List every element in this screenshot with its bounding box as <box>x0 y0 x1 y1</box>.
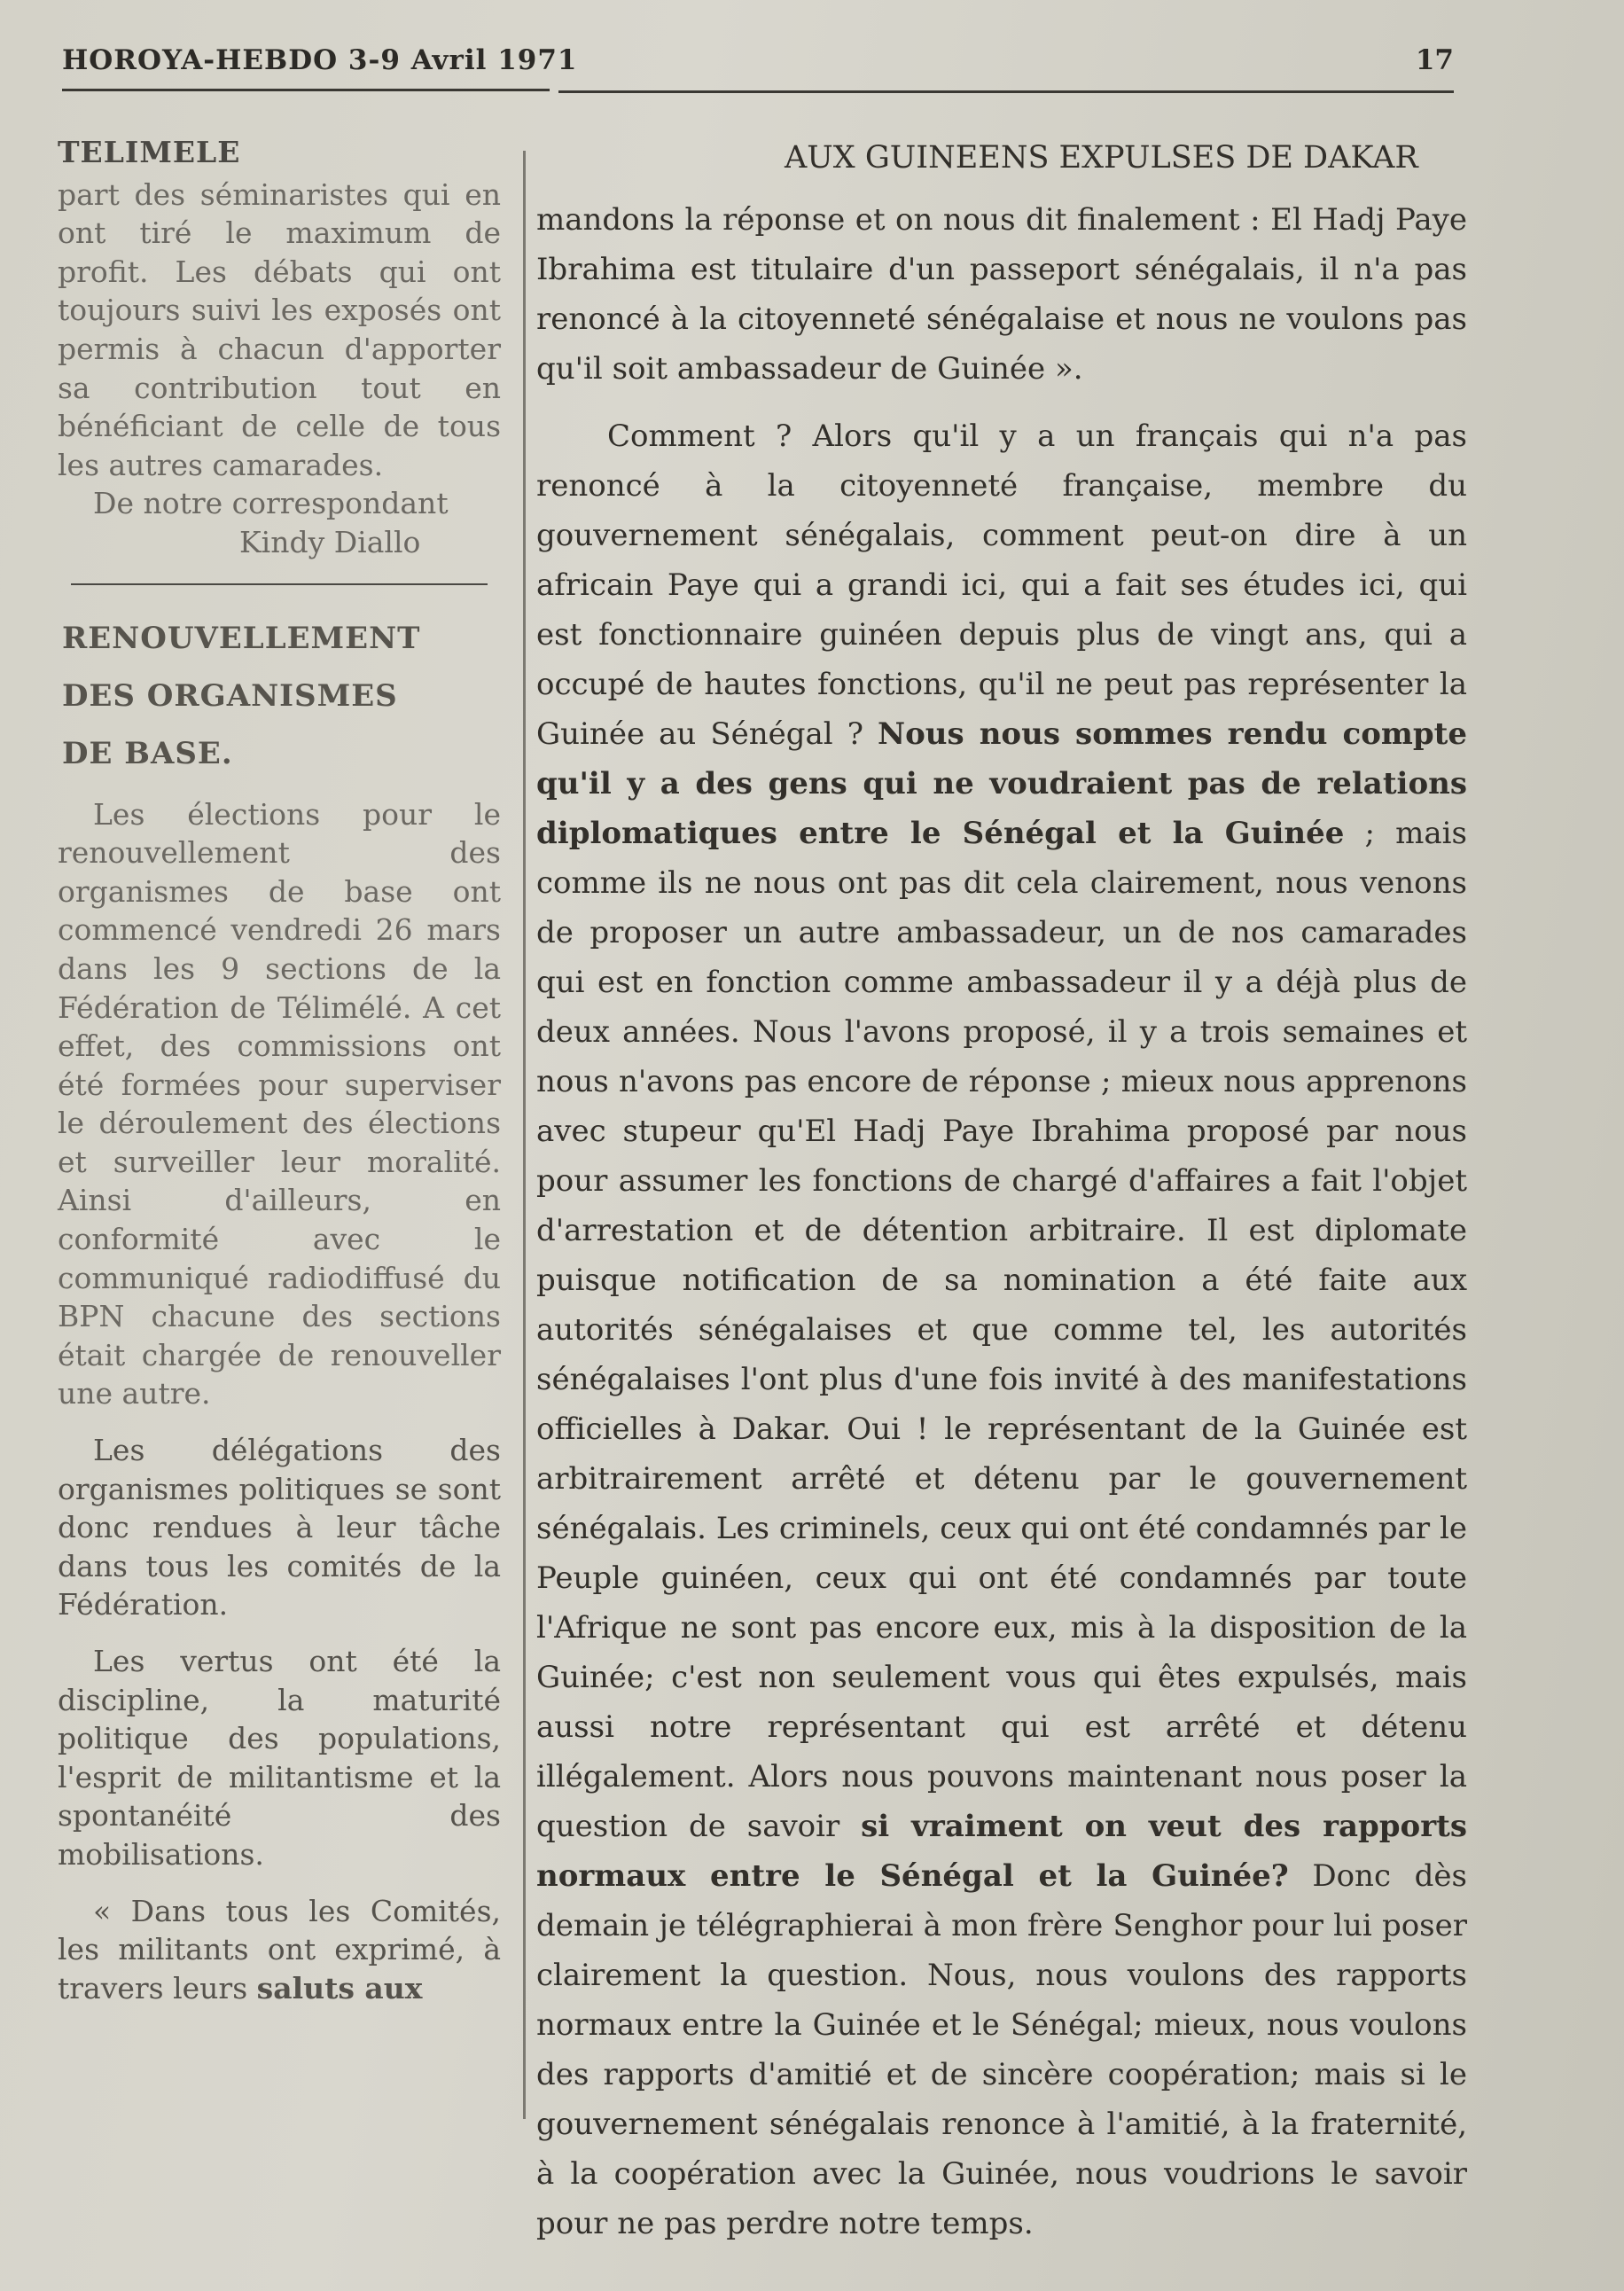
heading-line-1: RENOUVELLEMENT <box>62 620 421 656</box>
telimele-paragraph: part des séminaristes qui en ont tiré le maximum de profit. Les débats qui ont toujours suivi les exposés ont permis à chacun d'apporter sa contribution tout en bénéficiant de celle de tous les autres camarades. <box>58 176 501 482</box>
page-number: 17 <box>1415 44 1454 76</box>
article-heading <box>62 610 501 783</box>
header-rule-left <box>62 89 550 91</box>
body-paragraph: Les élections pour le renouvellement des organismes de base ont commencé vendredi 26 mars dans les 9 sections de la Fédération de Télimélé. A cet effet, des commissions ont été formées pour superviser le déroulement des élections et surveiller leur moralité. Ainsi d'ailleurs, en conformité avec le communiqué radiodiffusé du BPN chacune des sections était chargée de renouveller une autre. <box>58 796 501 1411</box>
body-text-bold: Nous nous sommes rendu compte qu'il y a des gens qui ne voudraient pas de relations diplomatiques entre le Sénégal et la Guinée <box>536 716 1467 851</box>
heading-line-3: DE BASE. <box>62 735 233 771</box>
body-text-bold: si vraiment on veut des rapports normaux entre le Sénégal et la Guinée? <box>536 1809 1467 1894</box>
body-paragraph: Les délégations des organismes politiques se sont donc rendues à leur tâche dans tous les comités de la Fédération. <box>58 1433 501 1622</box>
body-text-bold: saluts aux <box>256 1970 423 2006</box>
section-kicker: TELIMELE <box>58 135 241 169</box>
section-divider <box>71 583 488 585</box>
heading-line-2: DES ORGANISMES <box>62 677 398 714</box>
signature-line-2: Kindy Diallo <box>239 524 421 559</box>
body-text: Comment ? Alors qu'il y a un français qui n'a pas renoncé à la citoyenneté française, membre du gouvernement sénégalais, comment peut-on dire à un africain Paye qui a grandi ici, qui a fait ses études ici, qui est fonctionnaire guinéen depuis plus de vingt ans, qui a occupé de hautes fonctions, qu'il ne peut pas représenter la Guinée au Sénégal ? <box>536 418 1467 752</box>
page-header <box>62 44 1454 89</box>
column-divider <box>523 151 526 2119</box>
signature-line-1: De notre correspondant <box>93 486 449 521</box>
body-paragraph <box>536 411 1467 2248</box>
article-title: AUX GUINEENS EXPULSES DE DAKAR <box>785 140 1418 176</box>
body-text: Donc dès demain je télégraphierai à mon frère Senghor pour lui poser clairement la question. Nous, nous voulons des rapports normaux entre la Guinée et le Sénégal; mieux, nous voulons des rapports d'amitié et de sincère coopération; mais si le gouvernement sénégalais renonce à l'amitié, à la fraternité, à la coopération avec la Guinée, nous voudrions le savoir pour ne pas perdre notre temps. <box>536 1858 1467 2241</box>
header-publication: HOROYA-HEBDO 3-9 Avril 1971 <box>62 44 578 76</box>
body-paragraph: Les vertus ont été la discipline, la maturité politique des populations, l'esprit de militantisme et la spontanéité des mobilisations. <box>58 1644 501 1872</box>
body-paragraph: mandons la réponse et on nous dit finalement : El Hadj Paye Ibrahima est titulaire d'un passeport sénégalais, il n'a pas renoncé à la citoyenneté sénégalaise et nous ne voulons pas qu'il soit ambassadeur de Guinée ». <box>536 202 1467 387</box>
left-column <box>58 133 501 2025</box>
body-text: ; mais comme ils ne nous ont pas dit cela clairement, nous venons de proposer un autre ambassadeur, un de nos camarades qui est en fonction comme ambassadeur il y a déjà plus de deux années. Nous l'avons proposé, il y a trois semaines et nous n'avons pas encore de réponse ; mieux nous apprenons avec stupeur qu'El Hadj Paye Ibrahima proposé par nous pour assumer les fonctions de chargé d'affaires a fait l'objet d'arrestation et de détention arbitraire. Il est diplomate puisque notification de sa nomination a été faite aux autorités sénégalaises et que comme tel, les autorités sénégalaises l'ont plus d'une fois invité à des manifestations officielles à Dakar. Oui ! le représentant de la Guinée est arbitrairement arrêté et détenu par le gouvernement sénégalais. Les criminels, ceux qui ont été condamnés par le Peuple guinéen, ceux qui ont été condamnés par toute l'Afrique ne sont pas encore eux, mis à la disposition de la Guinée; c'est non seulement vous qui êtes expulsés, mais aussi notre représentant qui est arrêté et détenu illégalement. Alors nous pouvons maintenant nous poser la question de savoir <box>536 816 1467 1844</box>
right-column <box>536 195 1467 2266</box>
header-rule-right <box>558 90 1454 93</box>
body-paragraph <box>58 1892 501 2008</box>
body-text: « Dans tous les Comités, les militants ont exprimé, à travers leurs <box>58 1893 501 2006</box>
